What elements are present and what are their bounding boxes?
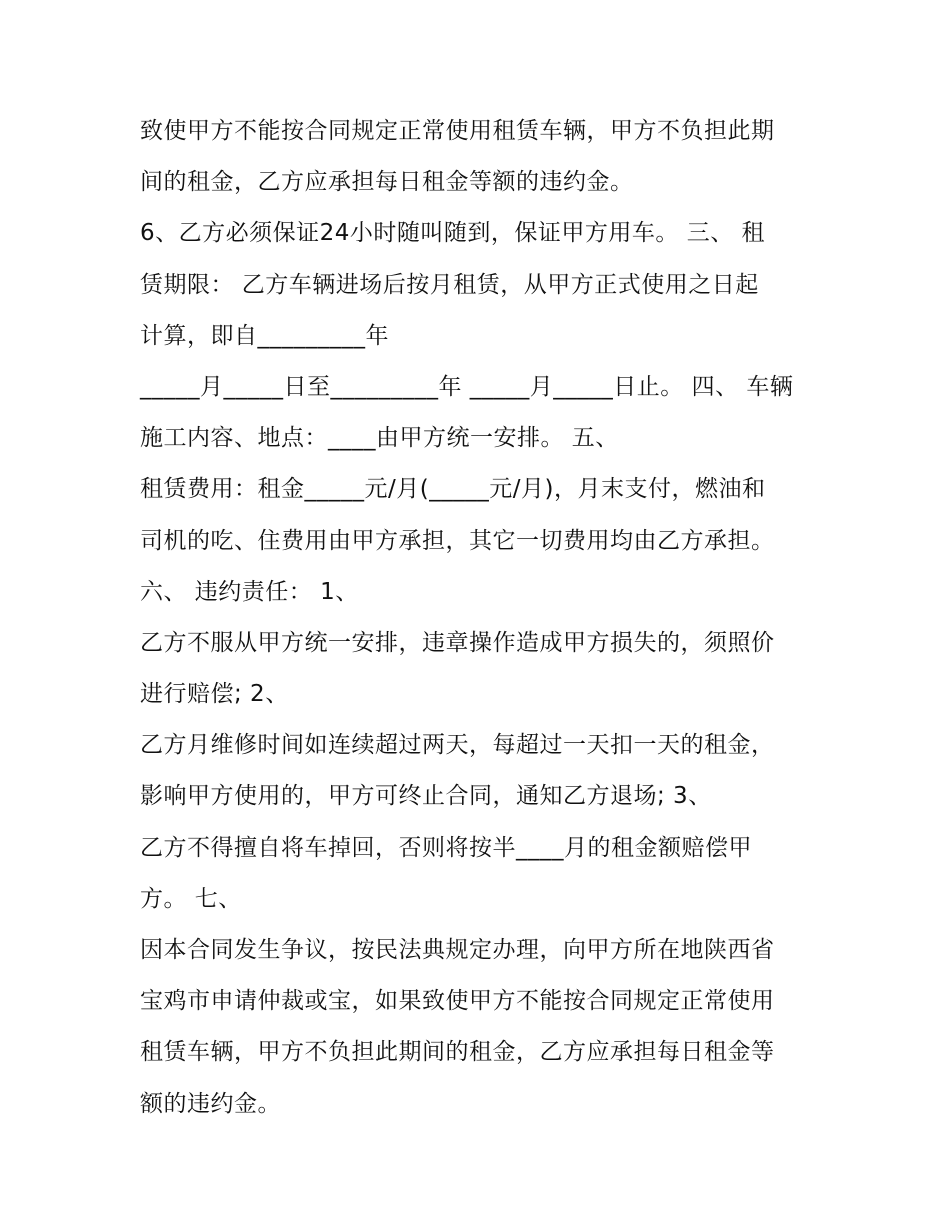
text-line: 间的租金，乙方应承担每日租金等额的违约金。 <box>140 169 634 196</box>
text-line: 额的违约金。 <box>140 1090 281 1117</box>
text-line: 租赁费用：租金_____元/月(_____元/月)，月末支付，燃油和 <box>140 476 766 503</box>
text-line: 赁期限： 乙方车辆进场后按月租赁，从甲方正式使用之日起 <box>140 271 759 298</box>
text-line: 乙方不得擅自将车掉回，否则将按半____月的租金额赔偿甲 <box>140 834 752 861</box>
text-line: 施工内容、地点：____由甲方统一安排。 五、 <box>140 425 619 452</box>
text-line: 因本合同发生争议，按民法典规定办理，向甲方所在地陕西省 <box>140 937 775 963</box>
text-line: 6、乙方必须保证24小时随叫随到，保证甲方用车。 三、 租 <box>140 220 766 247</box>
text-line: 致使甲方不能按合同规定正常使用租赁车辆，甲方不负担此期 <box>140 118 775 144</box>
text-line: 租赁车辆，甲方不负担此期间的租金，乙方应承担每日租金等 <box>140 1039 775 1066</box>
text-line: 乙方不服从甲方统一安排，违章操作造成甲方损失的，须照价 <box>140 629 775 656</box>
text-line: _____月_____日至_________年 _____月_____日止。 四、 车辆 <box>140 373 794 400</box>
text-line: 乙方月维修时间如连续超过两天，每超过一天扣一天的租金， <box>140 732 775 759</box>
text-line: 进行赔偿; 2、 <box>140 681 289 708</box>
text-line: 计算，即自_________年 <box>140 322 389 349</box>
text-line: 司机的吃、住费用由甲方承担，其它一切费用均由乙方承担。 <box>140 527 775 554</box>
text-line: 六、 违约责任： 1、 <box>140 578 359 605</box>
text-line: 宝鸡市申请仲裁或宝，如果致使甲方不能按合同规定正常使用 <box>140 988 775 1015</box>
contract-text <box>140 106 820 1130</box>
text-line: 影响甲方使用的，甲方可终止合同，通知乙方退场; 3、 <box>140 783 712 810</box>
text-line: 方。 七、 <box>140 885 242 912</box>
